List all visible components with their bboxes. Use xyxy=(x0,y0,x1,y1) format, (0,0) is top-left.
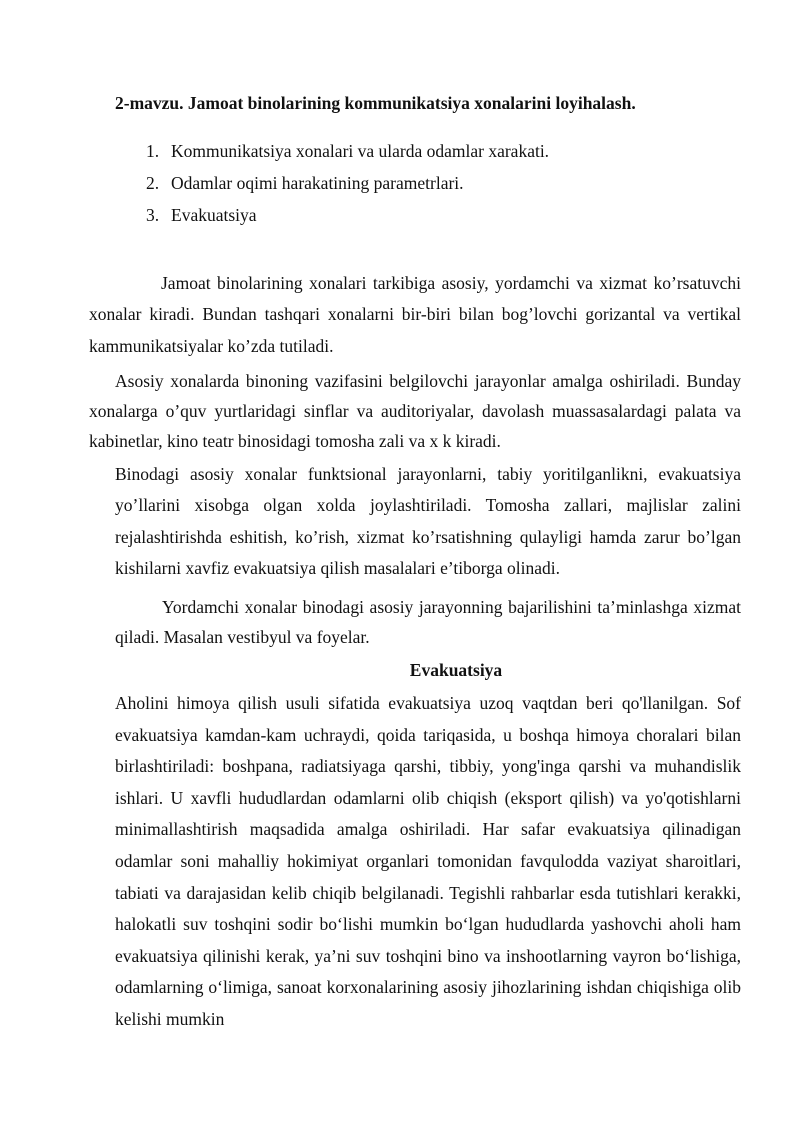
list-number: 1. xyxy=(146,141,160,161)
list-number: 2. xyxy=(146,173,160,193)
list-number: 3. xyxy=(146,205,160,225)
paragraph-main-rooms: Asosiy xonalarda binoning vazifasini belgilovchi jarayonlar amalga oshiriladi. Bunday xonalarga o’quv yurtlaridagi sinflar va auditoriyalar, davolash muassasalardagi palata va kabinetlar, kino teatr binosidagi tomosha zali va x k kiradi. xyxy=(89,371,741,451)
list-item xyxy=(146,204,549,236)
list-item-text: Kommunikatsiya xonalari va ularda odamlar xarakati. xyxy=(171,141,550,161)
topic-list xyxy=(146,140,549,236)
section-heading: Evakuatsiya xyxy=(409,660,503,680)
paragraph-evacuation: Aholini himoya qilish usuli sifatida evakuatsiya uzoq vaqtdan beri qo'llanilgan. Sof evakuatsiya kamdan-kam uchraydi, qoida tariqasida, u boshqa himoya choralari bilan birlashtiriladi: boshpana, radiatsiyaga qarshi, tibbiy, yong'inga qarshi va muhandislik ishlari. U xavfli hududlardan odamlarni olib chiqish (eksport qilish) va yo'qotishlarni minimallashtirish maqsadida amalga oshiriladi. Har safar evakuatsiya qilinadigan odamlar soni mahalliy hokimiyat organlari tomonidan favqulodda vaziyat sharoitlari, tabiati va darajasidan kelib chiqib belgilanadi. Tegishli rahbarlar esda tutishlari kerakki, halokatli suv toshqini sodir bo‘lishi mumkin bo‘lgan hududlarda yashovchi aholi ham evakuatsiya qilinishi kerak, ya’ni suv toshqini bino va inshootlarning vayron bo‘lishiga, odamlarning o‘limiga, sanoat korxonalarining asosiy jihozlarining ishdan chiqishiga olib kelishi mumkin xyxy=(115,693,741,1029)
list-item-text: Evakuatsiya xyxy=(171,205,257,225)
paragraph-auxiliary-rooms: Yordamchi xonalar binodagi asosiy jarayonning bajarilishini ta’minlashga xizmat qiladi. Masalan vestibyul va foyelar. xyxy=(115,597,741,647)
list-item xyxy=(146,140,549,172)
list-item-text: Odamlar oqimi harakatining parametrlari. xyxy=(171,173,464,193)
paragraph-room-types: Jamoat binolarining xonalari tarkibiga asosiy, yordamchi va xizmat ko’rsatuvchi xonalar kiradi. Bundan tashqari xonalarni bir-biri bilan bog’lovchi gorizantal va vertikal kammunikatsiyalar ko’zda tutiladi. xyxy=(89,273,741,356)
paragraph-main-rooms-placement: Binodagi asosiy xonalar funktsional jarayonlarni, tabiy yoritilganlikni, evakuatsiya yo’llarini xisobga olgan xolda joylashtiriladi. Tomosha zallari, majlislar zalini rejalashtirishda eshitish, ko’rish, xizmat ko’rsatishning qulayligi hamda zarur bo’lgan kishilarni xavfiz evakuatsiya qilish masalalari e’tiborga olinadi. xyxy=(115,464,741,579)
list-item xyxy=(146,172,549,204)
page-title: 2-mavzu. Jamoat binolarining kommunikatsiya xonalarini loyihalash. xyxy=(115,93,636,113)
